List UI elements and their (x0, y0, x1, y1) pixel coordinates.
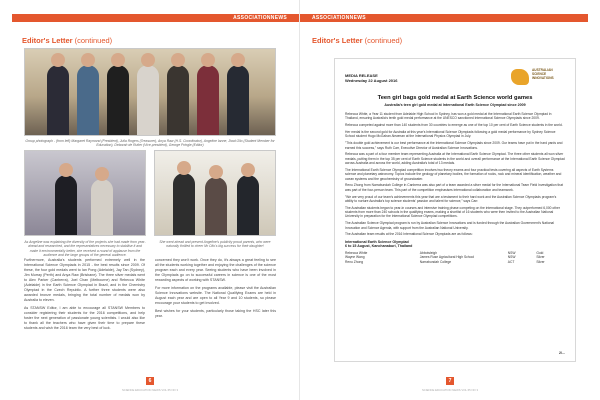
paragraph: The Australian team results at the 2016 International Science Olympiads are as follows: (345, 232, 473, 237)
release-header (345, 67, 565, 89)
group-photo (24, 48, 276, 136)
paragraph: Her medal is the second gold for Australia at this year's International Science Olympiads following a gold medal performance by Sydney Science School student Hugo McGahan-Newman at the International Physics Olympiad in July. (345, 130, 556, 139)
person-figure (197, 65, 219, 135)
paragraph: concerned they won't work. Once they do, it's always a great feeling to see all the students working together and enjoying the challenges of the science program each and every year. Seeing students who have been involved in the Olympiads go on to successful careers in science is one of the most rewarding aspects of working with STANSW. (155, 258, 276, 282)
team-results-table (345, 251, 565, 264)
page-footer (0, 369, 300, 392)
paragraph: Rebecca was a part of a four member team representing Australia at the International Earth Science Olympiad. The three other students all won silver medals, putting them in the top 35 per cent of Earth Science students in the world and overall performance at the International Earth Science Olympiad across Australia and across the world, adding Australia's total of 13 medals. (345, 152, 565, 166)
person-figure (77, 65, 99, 135)
release-body (345, 112, 565, 237)
paragraph: Best wishes for your students, particularly those taking the HSC later this year. (155, 309, 276, 318)
right-page (300, 0, 600, 400)
section-label: ASSOCIATIONNEWS (312, 15, 366, 21)
group-photo-caption: Group photograph - (from left) Margaret Raymond (President), Julia Rogers (Treasurer), Anya Raw (H.S. Coordinator), Angeline Ianne, Jhad Ollo (Student Member for Education), Deborah de Ruiter (Vice-president), George Pringle (Editor) (25, 139, 275, 148)
team-heading: International Earth Science Olympiad 6 to 15 August, Kanchanaburi, Thailand (345, 239, 413, 249)
paragraph: Rebecca competed against more than 140 students from 30 countries to emerge as one of the top 10 per cent of Earth Science students in the world. (345, 123, 563, 128)
release-date: Wednesday 22 August 2016 (345, 78, 398, 84)
footer-site: SCIENCE EDUCATION NEWS VOL 65 NO 3 (121, 388, 179, 392)
paragraph: The International Earth Science Olympiad competition involves two theory exams and four practical tests covering all aspects of Earth Systems science and planetary astronomy. Topics include the geology of planetary bodies, the formation of rocks, rock and mineral identification, weather and ocean systems and the geochemistry of groundwater. (345, 167, 562, 181)
page-number: 7 (446, 377, 454, 385)
section-label: ASSOCIATIONNEWS (233, 15, 287, 21)
paragraph: Rebecca White, a Year 11 student from Adelaide High School in Sydney, has won a gold medal at the International Earth Science Olympiad in Thailand, ensuring Australia's tenth gold medal performance at the UNESCO sanctioned International Science Olympiads since 2009. (345, 112, 552, 121)
footer-site: SCIENCE EDUCATION NEWS VOL 65 NO 3 (421, 388, 479, 392)
person-figure (173, 173, 195, 235)
logo-text: AUSTRALIAN SCIENCE INNOVATIONS (532, 68, 554, 80)
article-columns (24, 258, 276, 334)
page-number: 6 (146, 377, 154, 385)
person-figure (137, 65, 159, 135)
paragraph: "We are very proud of our team's achievements this year that are a testament to their hard work and the Australian Science Olympiads program's ability to nurture Australia's top science students' passion and talent for science," says Carr. (345, 194, 557, 203)
release-label: MEDIA RELEASE (345, 73, 378, 78)
media-release (334, 58, 576, 362)
person-figure (91, 179, 113, 235)
section-bar (12, 14, 299, 22)
award-photo-presentation (24, 150, 146, 236)
asi-logo (511, 67, 565, 89)
award-photo-parents (154, 150, 276, 236)
person-figure (167, 65, 189, 135)
release-subtitle: Australia's teen girl gold medal at International Earth Science Olympiad since 2009 (384, 103, 526, 107)
paragraph: As STANSW Editor, I am able to encourage all STANSW Members to consider registering their students for the 2016 competitions, and help foster the next generation of passionate young scientists. I would also like to thank all the teachers who have given their time to prepare these students and wish the 2016 team the very best of luck. (24, 306, 145, 330)
release-title: Teen girl bags gold medal at Earth Science world games (377, 95, 533, 101)
person-figure (237, 175, 259, 235)
person-figure (47, 65, 69, 135)
page-heading: Editor's Letter (continued) (312, 36, 403, 45)
person-figure (107, 65, 129, 135)
parents-photo-caption: She went ahead and present Angeline's publicity proud parents, who were naturally thrilled to cheer Mr Ollo's big success for their daughter! (159, 240, 271, 249)
person-figure (205, 177, 227, 235)
table-row: Rebecca White Abbotsleigh NSW Gold (345, 250, 544, 255)
paragraph: For more information on the programs available, please visit the Australian Science Innovations website. The National Qualifying Exams are held in August each year and are open to all Year 9 and 10 students, so please encourage your students to get involved. (155, 286, 276, 305)
person-figure (227, 65, 249, 135)
continued-marker: 2/... (559, 351, 565, 355)
paragraph: The Australian Science Olympiad program is run by Australian Science Innovations and is funded through the Australian Government's National Innovation and Science Agenda, with support from the Australian National University. (345, 221, 554, 230)
award-photo-caption: As Angeline was explaining the diversity of the projects she had made from year-ahead and researched, and the representatives necessary to stabilise it and make it environmentally better, she received a round of applause from the audience and the large groups of the general audience. (24, 240, 146, 258)
page-footer (300, 369, 600, 392)
table-row: Wayne Wang James Ruse Agricultural High School NSW Silver (345, 255, 545, 260)
page-heading: Editor's Letter (continued) (22, 36, 113, 45)
paragraph: Renu Zhong from Narrabundah College in Canberra was also part of a team awarded a silver medal for the International Team Field Investigation that was part of the four-person team. This part of the competition emphasises international collaboration and teamwork. (345, 183, 564, 192)
person-figure (55, 175, 77, 235)
section-bar (300, 14, 588, 22)
paragraph: "This double gold achievement is our best performance at the International Science Olympiads since 2009. Our teams have put in the hard yards and earned this success," says Ruth Carr, Executive Director of Australian Science Innovations. (345, 141, 563, 150)
paragraph: Furthermore, Australia's students performed extremely well in the International Science Olympiads in 2015 - the best results since 2009. Of these, the four gold medals went to Ian Pong (Adelaide), Jay Tan (Sydney), Jim Murray (Perth) and Anya Raw (Brisbane). The three silver medals went to Alex Parker (Canberra), Joel Chan (Melbourne) and Rebecca White (Adelaide) in the Earth Science Olympiad in Brazil, and in the Chemistry Olympiad in the Czech Republic. A further three students were also awarded bronze medals, bringing the total number of medals won by Australia to eleven. (24, 258, 145, 302)
table-row: Renu Zhong Narrabundah College ACT Silver (345, 259, 545, 264)
release-meta (345, 73, 397, 83)
article-column-2 (155, 258, 276, 334)
paragraph: The Australian students began to year-in courses and intensive training phase competing on the international stage. They outperformed 6,000 other students from more than 240 schools in the qualifying exams, making a shortlist of 16 students who were then invited to the Australian National University in preparation for the International Science Olympiad competitions. (345, 205, 560, 219)
australia-map-icon (511, 69, 529, 85)
article-column-1 (24, 258, 145, 334)
